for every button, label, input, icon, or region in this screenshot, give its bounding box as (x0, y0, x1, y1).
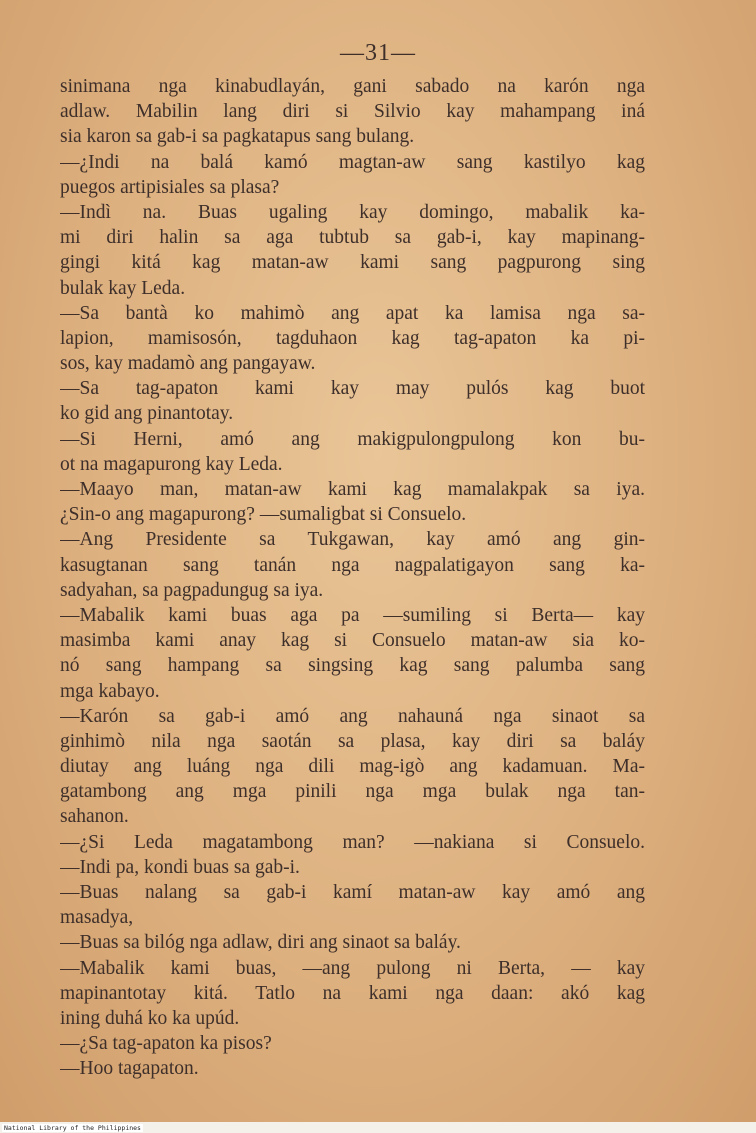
text-line: —Si Herni, amó ang makigpulongpulong kon bu- (60, 428, 645, 450)
text-line: adlaw. Mabilin lang diri si Silvio kay mahampang iná (60, 101, 645, 123)
text-line: —¿Sa tag-apaton ka pisos? (60, 1033, 272, 1055)
text-line: bulak kay Leda. (60, 277, 186, 299)
text-line: —Sa bantà ko mahimò ang apat ka lamisa nga sa- (60, 302, 645, 324)
text-line: —Buas nalang sa gab-i kamí matan-aw kay amó ang (60, 882, 645, 903)
library-credit: National Library of the Philippines (4, 1124, 141, 1132)
text-line: ginhimò nila nga saotán sa plasa, kay diri sa baláy (60, 730, 645, 752)
text-line: mga kabayo. (60, 680, 160, 702)
text-line: —Indì na. Buas ugaling kay domingo, mabalik ka- (60, 201, 645, 223)
text-line: —Ang Presidente sa Tukgawan, kay amó ang gin- (60, 529, 645, 551)
page-number: —31— (340, 40, 416, 66)
text-line: nó sang hampang sa singsing kag sang palumba sang (60, 655, 645, 677)
text-line: ¿Sin-o ang magapurong? —sumaligbat si Consuelo. (60, 504, 467, 526)
text-line: ining duhá ko ka upúd. (60, 1007, 240, 1029)
text-line: —Mabalik kami buas, —ang pulong ni Berta, — kay (60, 957, 645, 979)
text-line: —Sa tag-apaton kami kay may pulós kag buot (60, 378, 645, 400)
text-line: gatambong ang mga pinili nga mga bulak nga tan- (60, 781, 645, 803)
text-line: sadyahan, sa pagpadungug sa iya. (60, 579, 324, 601)
text-line: gingi kitá kag matan-aw kami sang pagpurong sing (60, 252, 645, 274)
text-line: —Mabalik kami buas aga pa —sumiling si Berta— kay (60, 604, 645, 626)
text-line: sia karon sa gab-i sa pagkatapus sang bulang. (60, 126, 415, 148)
text-line: —Buas sa bilóg nga adlaw, diri ang sinaot sa baláy. (60, 932, 461, 954)
text-line: mi diri halin sa aga tubtub sa gab-i, kay mapinang- (60, 227, 645, 249)
text-line: mapinantotay kitá. Tatlo na kami nga daan: akó kag (60, 982, 645, 1004)
text-line: diutay ang luáng nga dili mag-igò ang kadamuan. Ma- (60, 756, 645, 778)
text-line: masadya, (60, 907, 134, 929)
text-line: lapion, mamisosón, tagduhaon kag tag-apaton ka pi- (60, 327, 645, 349)
text-line: masimba kami anay kag si Consuelo matan-aw sia ko- (60, 630, 645, 652)
text-line: —¿Indi na balá kamó magtan-aw sang kastilyo kag (60, 151, 645, 173)
text-line: —Maayo man, matan-aw kami kag mamalakpak sa iya. (60, 479, 645, 500)
text-line: —Hoo tagapaton. (60, 1058, 199, 1080)
body-text (60, 74, 645, 1082)
text-line: sinimana nga kinabudlayán, gani sabado na karón nga (60, 76, 645, 97)
text-line: ot na magapurong kay Leda. (60, 453, 283, 475)
text-line: sos, kay madamò ang pangayaw. (60, 353, 316, 375)
text-line: kasugtanan sang tanán nga nagpalatigayon sang ka- (60, 554, 645, 576)
text-line: sahanon. (60, 806, 129, 828)
text-line: ko gid ang pinantotay. (60, 403, 234, 425)
text-line: —¿Si Leda magatambong man? —nakiana si Consuelo. (60, 831, 645, 853)
text-line: —Karón sa gab-i amó ang nahauná nga sinaot sa (60, 705, 645, 727)
text-line: —Indi pa, kondi buas sa gab-i. (60, 856, 300, 878)
text-line: puegos artipisiales sa plasa? (60, 176, 280, 198)
